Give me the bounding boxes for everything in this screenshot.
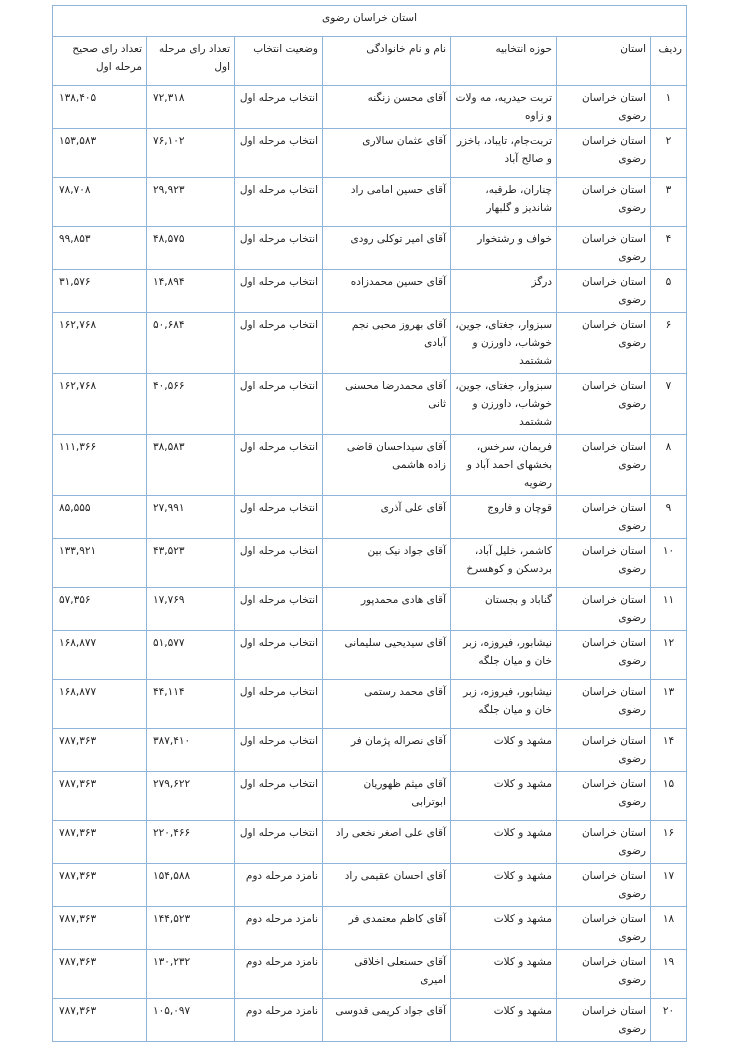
district-cell: سبزوار، جغتای، جوین، خوشاب، داورزن و ششتمد — [451, 313, 557, 374]
table-row — [53, 86, 687, 129]
first-round-votes: ۷۶,۱۰۲ — [147, 129, 235, 178]
district-cell: مشهد و کلات — [451, 821, 557, 864]
row-number: ۱۷ — [651, 864, 687, 907]
first-round-votes: ۵۱,۵۷۷ — [147, 631, 235, 680]
first-round-votes: ۲۷۹,۶۲۲ — [147, 772, 235, 821]
province-cell: استان خراسان رضوی — [557, 864, 651, 907]
row-number: ۱۴ — [651, 729, 687, 772]
candidate-name: آقای علی اصغر نخعی راد — [323, 821, 451, 864]
first-round-votes: ۴۰,۵۶۶ — [147, 374, 235, 435]
district-cell: تربت‌جام، تایباد، باخزر و صالح آباد — [451, 129, 557, 178]
header-status: وضعیت انتخاب — [235, 37, 323, 86]
province-cell: استان خراسان رضوی — [557, 821, 651, 864]
table-row — [53, 588, 687, 631]
table-row — [53, 539, 687, 588]
row-number: ۱۹ — [651, 950, 687, 999]
province-cell: استان خراسان رضوی — [557, 178, 651, 227]
row-number: ۱۶ — [651, 821, 687, 864]
province-cell: استان خراسان رضوی — [557, 496, 651, 539]
district-cell: مشهد و کلات — [451, 864, 557, 907]
district-cell: درگز — [451, 270, 557, 313]
district-cell: مشهد و کلات — [451, 999, 557, 1042]
valid-votes: ۱۳۸,۴۰۵ — [53, 86, 147, 129]
district-cell: مشهد و کلات — [451, 729, 557, 772]
candidate-name: آقای میثم ظهوریان ابوترابی — [323, 772, 451, 821]
candidate-name: آقای جواد کریمی قدوسی — [323, 999, 451, 1042]
candidate-name: آقای بهروز محبی نجم آبادی — [323, 313, 451, 374]
valid-votes: ۱۳۳,۹۲۱ — [53, 539, 147, 588]
district-cell: مشهد و کلات — [451, 907, 557, 950]
table-row — [53, 631, 687, 680]
province-cell: استان خراسان رضوی — [557, 374, 651, 435]
row-number: ۱۰ — [651, 539, 687, 588]
row-number: ۱۵ — [651, 772, 687, 821]
valid-votes: ۷۸۷,۳۶۳ — [53, 999, 147, 1042]
first-round-votes: ۴۸,۵۷۵ — [147, 227, 235, 270]
valid-votes: ۱۱۱,۳۶۶ — [53, 435, 147, 496]
table-row — [53, 270, 687, 313]
province-cell: استان خراسان رضوی — [557, 999, 651, 1042]
row-number: ۹ — [651, 496, 687, 539]
row-number: ۲ — [651, 129, 687, 178]
status-cell: نامزد مرحله دوم — [235, 950, 323, 999]
first-round-votes: ۲۲۰,۴۶۶ — [147, 821, 235, 864]
first-round-votes: ۱۴,۸۹۴ — [147, 270, 235, 313]
district-cell: نیشابور، فیروزه، زبر خان و میان جلگه — [451, 631, 557, 680]
district-cell: خواف و رشتخوار — [451, 227, 557, 270]
status-cell: انتخاب مرحله اول — [235, 129, 323, 178]
valid-votes: ۷۸۷,۳۶۳ — [53, 821, 147, 864]
valid-votes: ۷۸۷,۳۶۳ — [53, 772, 147, 821]
table-row — [53, 129, 687, 178]
table-row — [53, 680, 687, 729]
header-district: حوزه انتخابیه — [451, 37, 557, 86]
status-cell: انتخاب مرحله اول — [235, 178, 323, 227]
province-cell: استان خراسان رضوی — [557, 270, 651, 313]
province-cell: استان خراسان رضوی — [557, 86, 651, 129]
province-cell: استان خراسان رضوی — [557, 539, 651, 588]
row-number: ۱۱ — [651, 588, 687, 631]
row-number: ۱۳ — [651, 680, 687, 729]
candidate-name: آقای عثمان سالاری — [323, 129, 451, 178]
status-cell: انتخاب مرحله اول — [235, 270, 323, 313]
table-row — [53, 227, 687, 270]
candidate-name: آقای علی آذری — [323, 496, 451, 539]
district-cell: مشهد و کلات — [451, 950, 557, 999]
results-table — [52, 5, 687, 1042]
table-row — [53, 313, 687, 374]
valid-votes: ۱۶۸,۸۷۷ — [53, 631, 147, 680]
row-number: ۸ — [651, 435, 687, 496]
district-cell: نیشابور، فیروزه، زبر خان و میان جلگه — [451, 680, 557, 729]
valid-votes: ۱۶۲,۷۶۸ — [53, 313, 147, 374]
status-cell: انتخاب مرحله اول — [235, 729, 323, 772]
first-round-votes: ۲۹,۹۲۳ — [147, 178, 235, 227]
table-row — [53, 999, 687, 1042]
status-cell: انتخاب مرحله اول — [235, 680, 323, 729]
valid-votes: ۷۸,۷۰۸ — [53, 178, 147, 227]
first-round-votes: ۴۴,۱۱۴ — [147, 680, 235, 729]
candidate-name: آقای کاظم معتمدی فر — [323, 907, 451, 950]
valid-votes: ۱۶۲,۷۶۸ — [53, 374, 147, 435]
district-cell: سبزوار، جغتای، جوین، خوشاب، داورزن و ششتمد — [451, 374, 557, 435]
valid-votes: ۱۵۳,۵۸۳ — [53, 129, 147, 178]
valid-votes: ۷۸۷,۳۶۳ — [53, 950, 147, 999]
valid-votes: ۹۹,۸۵۳ — [53, 227, 147, 270]
status-cell: انتخاب مرحله اول — [235, 496, 323, 539]
province-cell: استان خراسان رضوی — [557, 588, 651, 631]
province-cell: استان خراسان رضوی — [557, 313, 651, 374]
province-cell: استان خراسان رضوی — [557, 772, 651, 821]
candidate-name: آقای نصراله پژمان فر — [323, 729, 451, 772]
province-cell: استان خراسان رضوی — [557, 950, 651, 999]
valid-votes: ۳۱,۵۷۶ — [53, 270, 147, 313]
district-cell: فریمان، سرخس، بخشهای احمد آباد و رضویه — [451, 435, 557, 496]
first-round-votes: ۱۷,۷۶۹ — [147, 588, 235, 631]
district-cell: تربت حیدریه، مه ولات و زاوه — [451, 86, 557, 129]
first-round-votes: ۱۳۰,۲۳۲ — [147, 950, 235, 999]
status-cell: انتخاب مرحله اول — [235, 374, 323, 435]
row-number: ۲۰ — [651, 999, 687, 1042]
table-row — [53, 729, 687, 772]
row-number: ۷ — [651, 374, 687, 435]
first-round-votes: ۱۰۵,۰۹۷ — [147, 999, 235, 1042]
province-cell: استان خراسان رضوی — [557, 129, 651, 178]
valid-votes: ۸۵,۵۵۵ — [53, 496, 147, 539]
header-row-number: ردیف — [651, 37, 687, 86]
province-cell: استان خراسان رضوی — [557, 680, 651, 729]
row-number: ۱۲ — [651, 631, 687, 680]
status-cell: انتخاب مرحله اول — [235, 539, 323, 588]
table-row — [53, 864, 687, 907]
candidate-name: آقای محمد رستمی — [323, 680, 451, 729]
row-number: ۳ — [651, 178, 687, 227]
province-cell: استان خراسان رضوی — [557, 435, 651, 496]
status-cell: نامزد مرحله دوم — [235, 999, 323, 1042]
district-cell: مشهد و کلات — [451, 772, 557, 821]
header-province: استان — [557, 37, 651, 86]
table-row — [53, 772, 687, 821]
first-round-votes: ۷۲,۳۱۸ — [147, 86, 235, 129]
valid-votes: ۷۸۷,۳۶۳ — [53, 864, 147, 907]
row-number: ۶ — [651, 313, 687, 374]
status-cell: انتخاب مرحله اول — [235, 435, 323, 496]
row-number: ۱۸ — [651, 907, 687, 950]
status-cell: انتخاب مرحله اول — [235, 227, 323, 270]
valid-votes: ۱۶۸,۸۷۷ — [53, 680, 147, 729]
row-number: ۱ — [651, 86, 687, 129]
row-number: ۵ — [651, 270, 687, 313]
table-row — [53, 496, 687, 539]
candidate-name: آقای حسنعلی اخلاقی امیری — [323, 950, 451, 999]
district-cell: قوچان و فاروج — [451, 496, 557, 539]
province-cell: استان خراسان رضوی — [557, 227, 651, 270]
table-title: استان خراسان رضوی — [53, 6, 687, 37]
status-cell: انتخاب مرحله اول — [235, 588, 323, 631]
first-round-votes: ۳۸,۵۸۳ — [147, 435, 235, 496]
status-cell: نامزد مرحله دوم — [235, 864, 323, 907]
status-cell: انتخاب مرحله اول — [235, 631, 323, 680]
table-row — [53, 950, 687, 999]
candidate-name: آقای هادی محمدپور — [323, 588, 451, 631]
table-row — [53, 821, 687, 864]
candidate-name: آقای حسین محمدزاده — [323, 270, 451, 313]
first-round-votes: ۳۸۷,۴۱۰ — [147, 729, 235, 772]
first-round-votes: ۴۳,۵۲۳ — [147, 539, 235, 588]
candidate-name: آقای احسان عقیمی راد — [323, 864, 451, 907]
first-round-votes: ۱۵۴,۵۸۸ — [147, 864, 235, 907]
status-cell: انتخاب مرحله اول — [235, 772, 323, 821]
table-row — [53, 435, 687, 496]
province-cell: استان خراسان رضوی — [557, 631, 651, 680]
first-round-votes: ۲۷,۹۹۱ — [147, 496, 235, 539]
header-valid-votes: تعداد رای صحیح مرحله اول — [53, 37, 147, 86]
valid-votes: ۷۸۷,۳۶۳ — [53, 729, 147, 772]
status-cell: نامزد مرحله دوم — [235, 907, 323, 950]
candidate-name: آقای سیداحسان قاضی زاده هاشمی — [323, 435, 451, 496]
candidate-name: آقای امیر توکلی رودی — [323, 227, 451, 270]
valid-votes: ۵۷,۳۵۶ — [53, 588, 147, 631]
table-row — [53, 374, 687, 435]
candidate-name: آقای حسین امامی راد — [323, 178, 451, 227]
district-cell: چناران، طرقبه، شاندیز و گلبهار — [451, 178, 557, 227]
province-cell: استان خراسان رضوی — [557, 729, 651, 772]
status-cell: انتخاب مرحله اول — [235, 313, 323, 374]
status-cell: انتخاب مرحله اول — [235, 821, 323, 864]
header-row — [53, 37, 687, 86]
district-cell: گناباد و بجستان — [451, 588, 557, 631]
district-cell: کاشمر، خلیل آباد، بردسکن و کوهسرخ — [451, 539, 557, 588]
table-row — [53, 178, 687, 227]
candidate-name: آقای سیدیحیی سلیمانی — [323, 631, 451, 680]
header-first-round-votes: تعداد رای مرحله اول — [147, 37, 235, 86]
valid-votes: ۷۸۷,۳۶۳ — [53, 907, 147, 950]
first-round-votes: ۱۴۴,۵۲۳ — [147, 907, 235, 950]
candidate-name: آقای محسن زنگنه — [323, 86, 451, 129]
header-name: نام و نام خانوادگی — [323, 37, 451, 86]
candidate-name: آقای محمدرضا محسنی ثانی — [323, 374, 451, 435]
row-number: ۴ — [651, 227, 687, 270]
province-cell: استان خراسان رضوی — [557, 907, 651, 950]
candidate-name: آقای جواد نیک بین — [323, 539, 451, 588]
status-cell: انتخاب مرحله اول — [235, 86, 323, 129]
first-round-votes: ۵۰,۶۸۴ — [147, 313, 235, 374]
